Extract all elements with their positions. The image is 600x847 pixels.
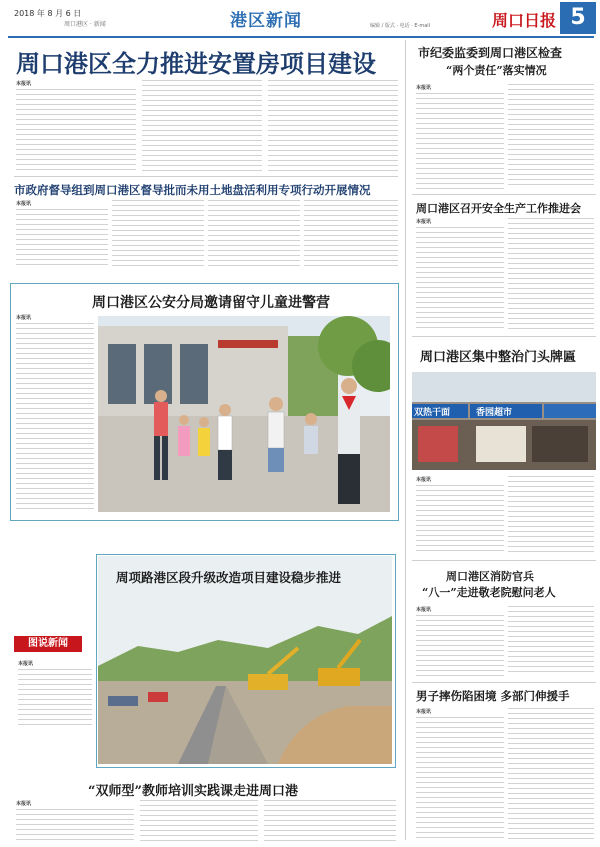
article-1-headline: 周口港区全力推进安置房项目建设 xyxy=(16,49,376,78)
section-tag: 周口港区 · 新闻 xyxy=(64,21,106,28)
right-3-column-1 xyxy=(416,476,504,554)
article-2-column-3 xyxy=(208,200,300,268)
article-5-column-2 xyxy=(140,800,258,842)
article-4-caption xyxy=(18,660,92,730)
article-4-byline: 本报讯 xyxy=(18,661,34,667)
right-1-column-2 xyxy=(508,84,594,188)
photo-road-construction-illustration xyxy=(98,556,392,764)
photo-police-visit xyxy=(98,316,390,512)
right-2-headline: 周口港区召开安全生产工作推进会 xyxy=(416,202,581,215)
right-3-column-2 xyxy=(508,476,594,554)
right-3-byline: 本报讯 xyxy=(416,477,432,483)
photo-shop-signs xyxy=(412,372,596,470)
photo-shop-signs-illustration xyxy=(412,372,596,470)
article-5-headline: “双师型”教师培训实践课走进周口港 xyxy=(88,784,298,799)
photo-road-construction xyxy=(98,556,392,764)
article-5-byline: 本报讯 xyxy=(16,801,32,807)
article-2-column-2 xyxy=(112,200,204,268)
right-5-headline: 男子摔伤陷困境 多部门伸援手 xyxy=(416,689,570,703)
right-5-column-2 xyxy=(508,708,594,840)
right-5-column-1 xyxy=(416,708,504,840)
article-5-column-1 xyxy=(16,800,134,842)
article-1-column-1 xyxy=(16,80,136,172)
article-3-text xyxy=(16,314,94,510)
right-5-byline: 本报讯 xyxy=(416,709,432,715)
right-1-column-1 xyxy=(416,84,504,188)
article-4-headline: 周项路港区段升级改造项目建设稳步推进 xyxy=(116,570,342,585)
contact-line: 编辑 / 版式 · 电话 · E-mail xyxy=(370,23,431,29)
newspaper-masthead: 周口日报 xyxy=(492,11,557,30)
issue-date: 2018 年 8 月 6 日 xyxy=(14,9,82,18)
right-2-column-1 xyxy=(416,218,504,330)
article-2-column-4 xyxy=(304,200,398,268)
shop-sign-supermarket: 香园超市 xyxy=(476,408,513,418)
right-1-byline: 本报讯 xyxy=(416,85,432,91)
article-2-headline: 市政府督导组到周口港区督导批而未用土地盘活利用专项行动开展情况 xyxy=(14,183,371,197)
section-name: 港区新闻 xyxy=(230,11,302,31)
right-1-headline: 市纪委监委到周口港区检查 xyxy=(418,46,563,60)
header-rule xyxy=(8,36,594,38)
article-3-headline: 周口港区公安分局邀请留守儿童进警营 xyxy=(92,295,330,311)
right-4-byline: 本报讯 xyxy=(416,607,432,613)
article-1-column-3 xyxy=(268,80,398,172)
column-divider xyxy=(405,40,406,840)
article-3-byline: 本报讯 xyxy=(16,315,32,321)
article-1-column-2 xyxy=(142,80,262,172)
right-2-column-2 xyxy=(508,218,594,330)
page-number: 5 xyxy=(560,2,596,34)
photo-news-logo: 图说新闻 xyxy=(14,636,82,652)
right-3-headline: 周口港区集中整治门头牌匾 xyxy=(420,350,577,365)
shop-sign-noodles: 双热干面 xyxy=(414,408,451,418)
right-4-column-2 xyxy=(508,606,594,676)
right-2-byline: 本报讯 xyxy=(416,219,432,225)
article-1-byline: 本报讯 xyxy=(16,81,32,87)
right-1-subheadline: “两个责任”落实情况 xyxy=(446,64,547,77)
right-4-column-1 xyxy=(416,606,504,676)
article-2-column-1 xyxy=(16,200,108,268)
article-5-column-3 xyxy=(264,800,396,842)
article-2-byline: 本报讯 xyxy=(16,201,32,207)
right-4-headline: 周口港区消防官兵 xyxy=(446,570,534,583)
photo-police-visit-illustration xyxy=(98,316,390,512)
right-4-subheadline: “八一”走进敬老院慰问老人 xyxy=(422,586,556,599)
